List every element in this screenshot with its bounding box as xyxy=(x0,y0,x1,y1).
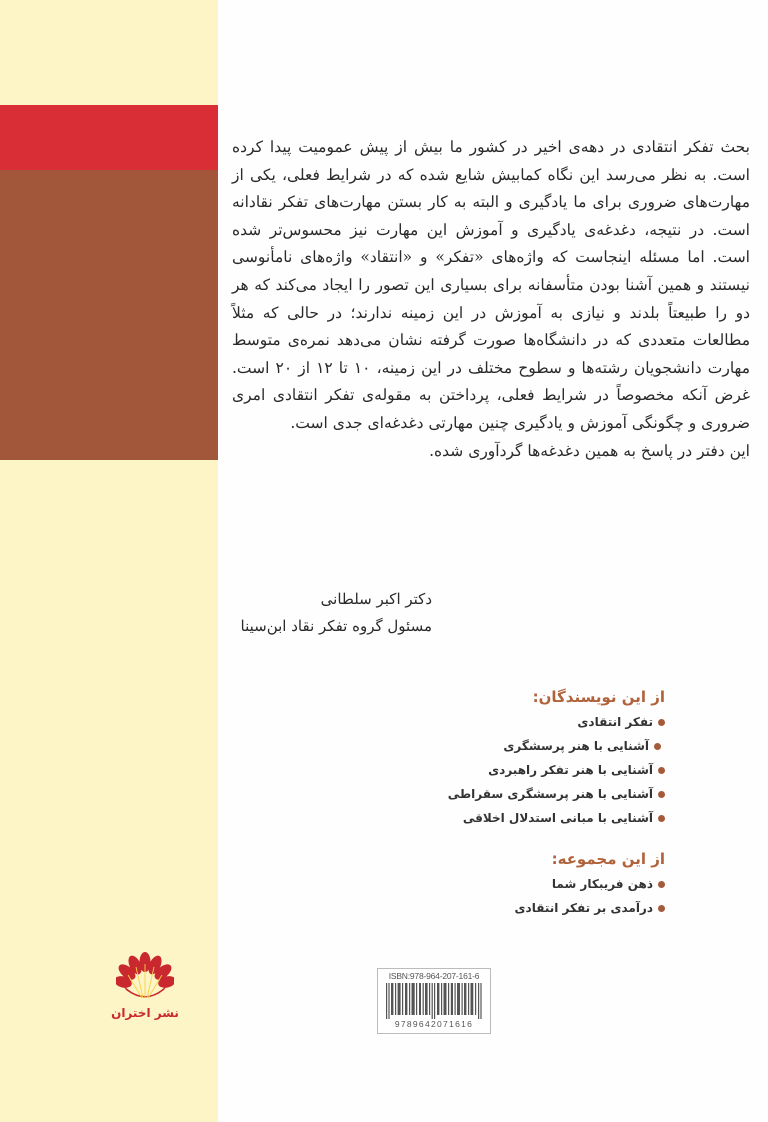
authors-list-heading: از این نویسندگان: xyxy=(532,688,665,706)
list-item-label: ذهن فریبکار شما xyxy=(551,877,653,891)
list-item xyxy=(448,734,665,758)
blurb-text xyxy=(232,134,750,465)
list-item-label: آشنایی با مبانی استدلال اخلاقی xyxy=(462,811,653,825)
barcode-bars-icon xyxy=(384,983,484,1019)
list-item xyxy=(448,782,665,806)
list-item xyxy=(448,710,665,734)
flower-fan-logo-icon xyxy=(116,950,174,1002)
list-item xyxy=(448,806,665,830)
bullet-icon xyxy=(658,881,665,888)
list-item-label: تفکر انتقادی xyxy=(577,715,653,729)
blurb-closing-line: این دفتر در پاسخ به همین دغدغه‌ها گردآوری شده. xyxy=(429,441,750,460)
publisher-logo xyxy=(113,950,177,1020)
bullet-icon xyxy=(658,791,665,798)
authors-books-list xyxy=(448,688,665,830)
bullet-icon xyxy=(658,719,665,726)
cover-brown-band xyxy=(0,170,218,460)
series-books-list xyxy=(515,850,665,920)
cover-red-band xyxy=(0,105,218,170)
list-item-label: درآمدی بر تفکر انتقادی xyxy=(514,901,653,915)
signature-title: مسئول گروه تفکر نقاد ابن‌سینا xyxy=(240,617,432,635)
bullet-icon xyxy=(658,905,665,912)
barcode-digits: 9789642071616 xyxy=(394,1019,474,1029)
publisher-name: نشر اختران xyxy=(111,1006,179,1020)
list-item-label: آشنایی با هنر پرسشگری xyxy=(503,739,649,753)
bullet-icon xyxy=(658,815,665,822)
series-list-heading: از این مجموعه: xyxy=(551,850,665,868)
blurb-signature xyxy=(232,586,432,640)
signature-name: دکتر اکبر سلطانی xyxy=(320,590,432,608)
list-item-label: آشنایی با هنر پرسشگری سقراطی xyxy=(447,787,653,801)
blurb-paragraph: بحث تفکر انتقادی در دهه‌ی اخیر در کشور ما بیش از پیش عمومیت پیدا کرده است. به نظر می‌رسد این نگاه کمابیش شایع شده که در شرایط فعلی، یکی از مهارت‌های ضروری برای ما یادگیری و البته به کار بستن مهارت‌های تفکر نقادانه است. در نتیجه، دغدغه‌ی یادگیری و آموزش این مهارت نیز محسوس‌تر شده است. اما مسئله اینجاست که واژه‌های «تفکر» و «انتقاد» واژه‌های نامأنوسی نیستند و همین آشنا بودن متأسفانه برای بسیاری این تصور را ایجاد می‌کند که هر دو را طبیعتاً بلدند و نیازی به آموزش در این زمینه ندارند؛ در حالی که مثلاً مطالعات متعددی که در دانشگاه‌ها صورت گرفته نشان می‌دهد نمره‌ی متوسط مهارت دانشجویان رشته‌ها و سطوح مختلف در این زمینه، ۱۰ تا ۱۲ از ۲۰ است. غرض آنکه مخصوصاً در شرایط فعلی، پرداختن به مقوله‌ی تفکر انتقادی امری ضروری و چگونگی آموزش و یادگیری چنین مهارتی دغدغه‌ای جدی است. xyxy=(232,138,750,432)
bullet-icon xyxy=(658,767,665,774)
list-item xyxy=(448,758,665,782)
isbn-barcode xyxy=(377,968,491,1034)
list-item-label: آشنایی با هنر تفکر راهبردی xyxy=(488,763,653,777)
list-item xyxy=(515,872,665,896)
bullet-icon xyxy=(654,743,661,750)
isbn-label: ISBN:978-964-207-161-6 xyxy=(388,971,480,981)
list-item xyxy=(515,896,665,920)
